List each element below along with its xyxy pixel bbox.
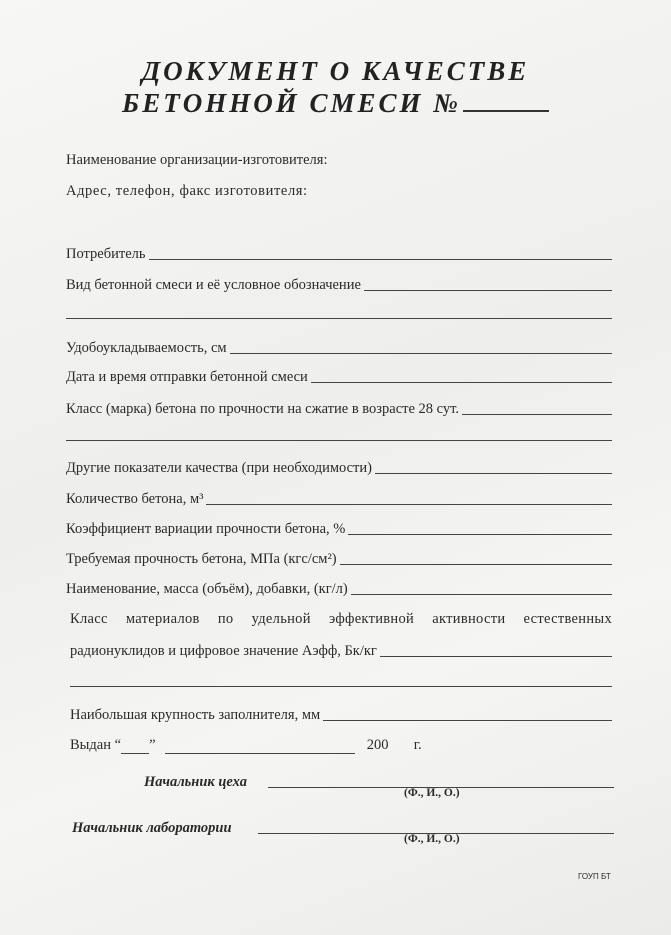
manufacturer-address-label: Адрес, телефон, факс изготовителя: <box>66 183 308 199</box>
workability-label: Удобоукладываемость, см <box>66 340 227 356</box>
issued-year: 200 <box>366 737 389 753</box>
document-title-line1: ДОКУМЕНТ О КАЧЕСТВЕ <box>141 56 530 86</box>
strength-class-field[interactable] <box>462 400 612 415</box>
consumer-row <box>66 245 612 263</box>
variation-coef-row <box>66 520 612 538</box>
issued-row <box>70 737 422 754</box>
lab-head-fio-hint: (Ф., И., О.) <box>404 833 460 845</box>
document-title-text: БЕТОННОЙ СМЕСИ № <box>122 88 461 118</box>
radionuclides-field[interactable] <box>380 642 612 657</box>
issued-month-field[interactable] <box>165 739 355 754</box>
mix-type-label: Вид бетонной смеси и её условное обозначение <box>66 277 361 293</box>
mix-type-field-line2[interactable] <box>66 318 612 319</box>
lab-head-label: Начальник лаборатории <box>72 820 232 836</box>
shop-head-fio-hint: (Ф., И., О.) <box>404 787 460 799</box>
dispatch-label: Дата и время отправки бетонной смеси <box>66 369 308 385</box>
manufacturer-name-label: Наименование организации-изготовителя: <box>66 152 328 168</box>
dispatch-row <box>66 368 612 386</box>
mix-type-field[interactable] <box>364 276 612 291</box>
quantity-field[interactable] <box>206 490 612 505</box>
consumer-field[interactable] <box>149 245 613 260</box>
quantity-label: Количество бетона, м³ <box>66 491 204 507</box>
radionuclides-label-line1: Класс материалов по удельной эффективной активности естественных <box>70 611 612 627</box>
variation-coef-field[interactable] <box>348 520 612 535</box>
strength-class-field-line2[interactable] <box>66 440 612 441</box>
strength-class-row <box>66 400 612 418</box>
issued-year-suffix-field[interactable] <box>392 740 410 754</box>
dispatch-field[interactable] <box>311 368 612 383</box>
workability-field[interactable] <box>230 339 612 354</box>
issued-day-field[interactable] <box>121 739 149 754</box>
max-aggregate-row <box>70 706 612 724</box>
document-number-field[interactable] <box>463 90 549 112</box>
issued-quote-close: ” <box>149 737 156 753</box>
additives-row <box>66 580 612 598</box>
other-indicators-row <box>66 459 612 477</box>
other-indicators-label: Другие показатели качества (при необходимости) <box>66 460 372 476</box>
additives-label: Наименование, масса (объём), добавки, (кг/л) <box>66 581 348 597</box>
strength-class-label: Класс (марка) бетона по прочности на сжатие в возрасте 28 сут. <box>66 401 460 417</box>
document-title-line2 <box>0 88 671 119</box>
max-aggregate-label: Наибольшая крупность заполнителя, мм <box>70 707 321 723</box>
variation-coef-label: Коэффициент вариации прочности бетона, % <box>66 521 346 537</box>
mix-type-row <box>66 276 612 294</box>
shop-head-label: Начальник цеха <box>144 774 247 790</box>
other-indicators-field[interactable] <box>375 459 612 474</box>
radionuclides-field-line2[interactable] <box>70 686 612 687</box>
quantity-row <box>66 490 612 508</box>
radionuclides-row <box>70 642 612 660</box>
radionuclides-label-line2: радионуклидов и цифровое значение Аэфф, Бк/кг <box>70 643 377 659</box>
required-strength-field[interactable] <box>340 550 612 565</box>
max-aggregate-field[interactable] <box>323 706 612 721</box>
required-strength-label: Требуемая прочность бетона, МПа (кгс/см²) <box>66 551 337 567</box>
required-strength-row <box>66 550 612 568</box>
additives-field[interactable] <box>351 580 612 595</box>
footer-code: ГОУП БТ <box>578 872 611 881</box>
issued-year-suffix: г. <box>413 737 422 753</box>
workability-row <box>66 339 612 357</box>
consumer-label: Потребитель <box>66 246 146 262</box>
issued-label: Выдан <box>70 737 111 753</box>
issued-quote-open: “ <box>114 737 122 753</box>
